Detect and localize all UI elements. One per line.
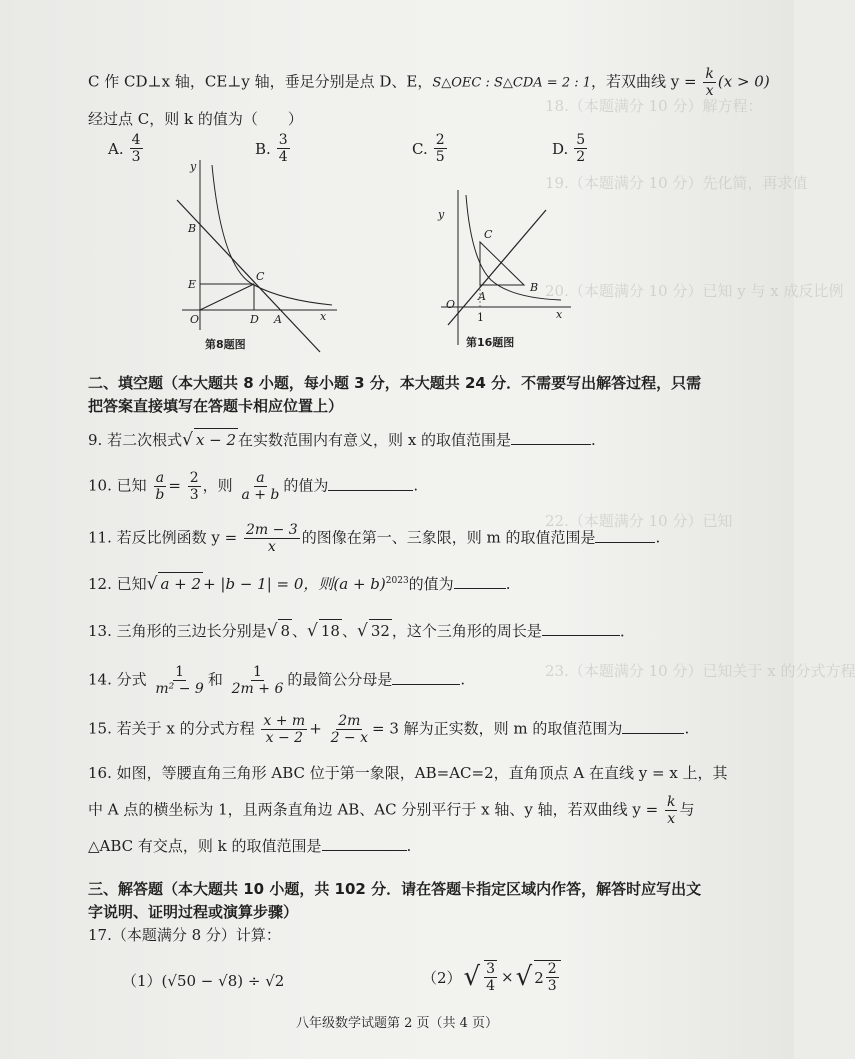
question-11: 11. 若反比例函数 y = $\frac{2m - 3}{x}$ 的图像在第一、三象限，则 m 的取值范围是 . [88, 522, 661, 555]
q8-line1: C 作 CD⊥x 轴，CE⊥y 轴，垂足分别是点 D、E，S△OEC : S△CDA = 2 : 1，若双曲线 y = $\frac{k}{x}$ (x > 0) [88, 66, 770, 99]
section2-title: 二、填空题（本大题共 8 小题，每小题 3 分，本大题共 24 分．不需要写出解答过程，只需 [88, 374, 702, 392]
fig16-label: O [446, 298, 456, 311]
fig8-label: x [320, 310, 327, 323]
fig16-caption: 第16题图 [466, 336, 515, 349]
fig8-label: y [190, 160, 197, 173]
question-17-head: 17.（本题满分 8 分）计算： [88, 926, 281, 944]
question-15: 15. 若关于 x 的分式方程 $\frac{x + m}{x - 2}$ + $\frac{2m}{2 - x}$ = 3 解为正实数，则 m 的取值范围为 . [88, 713, 690, 746]
answer-blank-9[interactable] [511, 428, 591, 445]
fig8-label: O [190, 313, 200, 326]
question-16-line1: 16. 如图，等腰直角三角形 ABC 位于第一象限，AB=AC=2，直角顶点 A 在直线 y = x 上，其 [88, 764, 728, 782]
question-9: 9. 若二次根式√ x − 2 在实数范围内有意义，则 x 的取值范围是 . [88, 430, 596, 450]
fig16-label: 1 [477, 311, 484, 324]
answer-blank-14[interactable] [392, 668, 460, 685]
q8-option-c[interactable]: C. $\frac{2}{5}$ [412, 132, 445, 165]
q8-option-a[interactable]: A. $\frac{4}{3}$ [108, 132, 141, 165]
question-13: 13. 三角形的三边长分别是√ 8 、√ 18 、√ 32 ，这个三角形的周长是 ． [88, 621, 635, 641]
section3-title-2: 字说明、证明过程或演算步骤） [88, 903, 299, 921]
question-16-line2: 中 A 点的横坐标为 1，且两条直角边 AB、AC 分别平行于 x 轴、y 轴，若双曲线 y = $\frac{k}{x}$ 与 [88, 794, 695, 827]
answer-blank-13[interactable] [542, 619, 620, 636]
fig16-label: x [556, 308, 563, 321]
q8-option-d[interactable]: D. $\frac{5}{2}$ [552, 132, 586, 165]
bleed-text: 18.（本题满分 10 分）解方程： [545, 97, 763, 115]
fig16-label: C [484, 228, 493, 241]
bleed-text: 22.（本题满分 10 分）已知 [545, 512, 733, 530]
fig16-label: A [478, 290, 486, 303]
answer-blank-11[interactable] [595, 526, 655, 543]
fig16-label: B [530, 281, 539, 294]
q8-option-b[interactable]: B. $\frac{3}{4}$ [255, 132, 288, 165]
page-footer: 八年级数学试题第 2 页（共 4 页） [295, 1016, 499, 1031]
question-16-line3: △ABC 有交点，则 k 的取值范围是 . [88, 834, 754, 857]
figure-8 [172, 160, 342, 360]
question-10: 10. 已知 $\frac{a}{b}$ = $\frac{2}{3}$ ，则 $\frac{a}{a + b}$ 的值为 . [88, 470, 419, 503]
section3-title: 三、解答题（本大题共 10 小题，共 102 分．请在答题卡指定区域内作答，解答时应写出文 [88, 880, 702, 898]
answer-blank-15[interactable] [622, 717, 684, 734]
bleed-text: 19.（本题满分 10 分）先化简，再求值 [545, 174, 808, 192]
fig8-label: C [256, 270, 265, 283]
figure-16 [436, 190, 576, 350]
section2-title-2: 把答案直接填写在答题卡相应位置上） [88, 397, 344, 415]
fig16-label: y [438, 208, 445, 221]
fig8-label: D [250, 313, 259, 326]
question-17-part1: （1）(√50 − √8) ÷ √2 [122, 972, 285, 990]
answer-blank-16[interactable] [322, 834, 407, 851]
fig8-label: B [188, 222, 197, 235]
question-17-part2: （2） √ $\frac{3}{4}$ × √ 2 $\frac{2}{3}$ [422, 960, 561, 994]
bleed-text: 20.（本题满分 10 分）已知 y 与 x 成反比例 [545, 282, 844, 300]
q8-line2: 经过点 C，则 k 的值为（ ） [88, 110, 303, 128]
fig8-caption: 第8题图 [205, 338, 246, 351]
bleed-text: 23.（本题满分 10 分）已知关于 x 的分式方程 [545, 662, 855, 680]
answer-blank-10[interactable] [328, 474, 413, 491]
question-14: 14. 分式 $\frac{1}{\text{m² − 9}}$ 和 $\frac{1}{2m + 6}$ 的最简公分母是 . [88, 664, 466, 697]
fig8-label: E [188, 278, 197, 291]
answer-blank-12[interactable] [454, 572, 506, 589]
fig8-label: A [274, 313, 282, 326]
question-12: 12. 已知√ a + 2 + |b − 1| = 0，则$(a + b)^{2023}$的值为 . [88, 574, 511, 594]
